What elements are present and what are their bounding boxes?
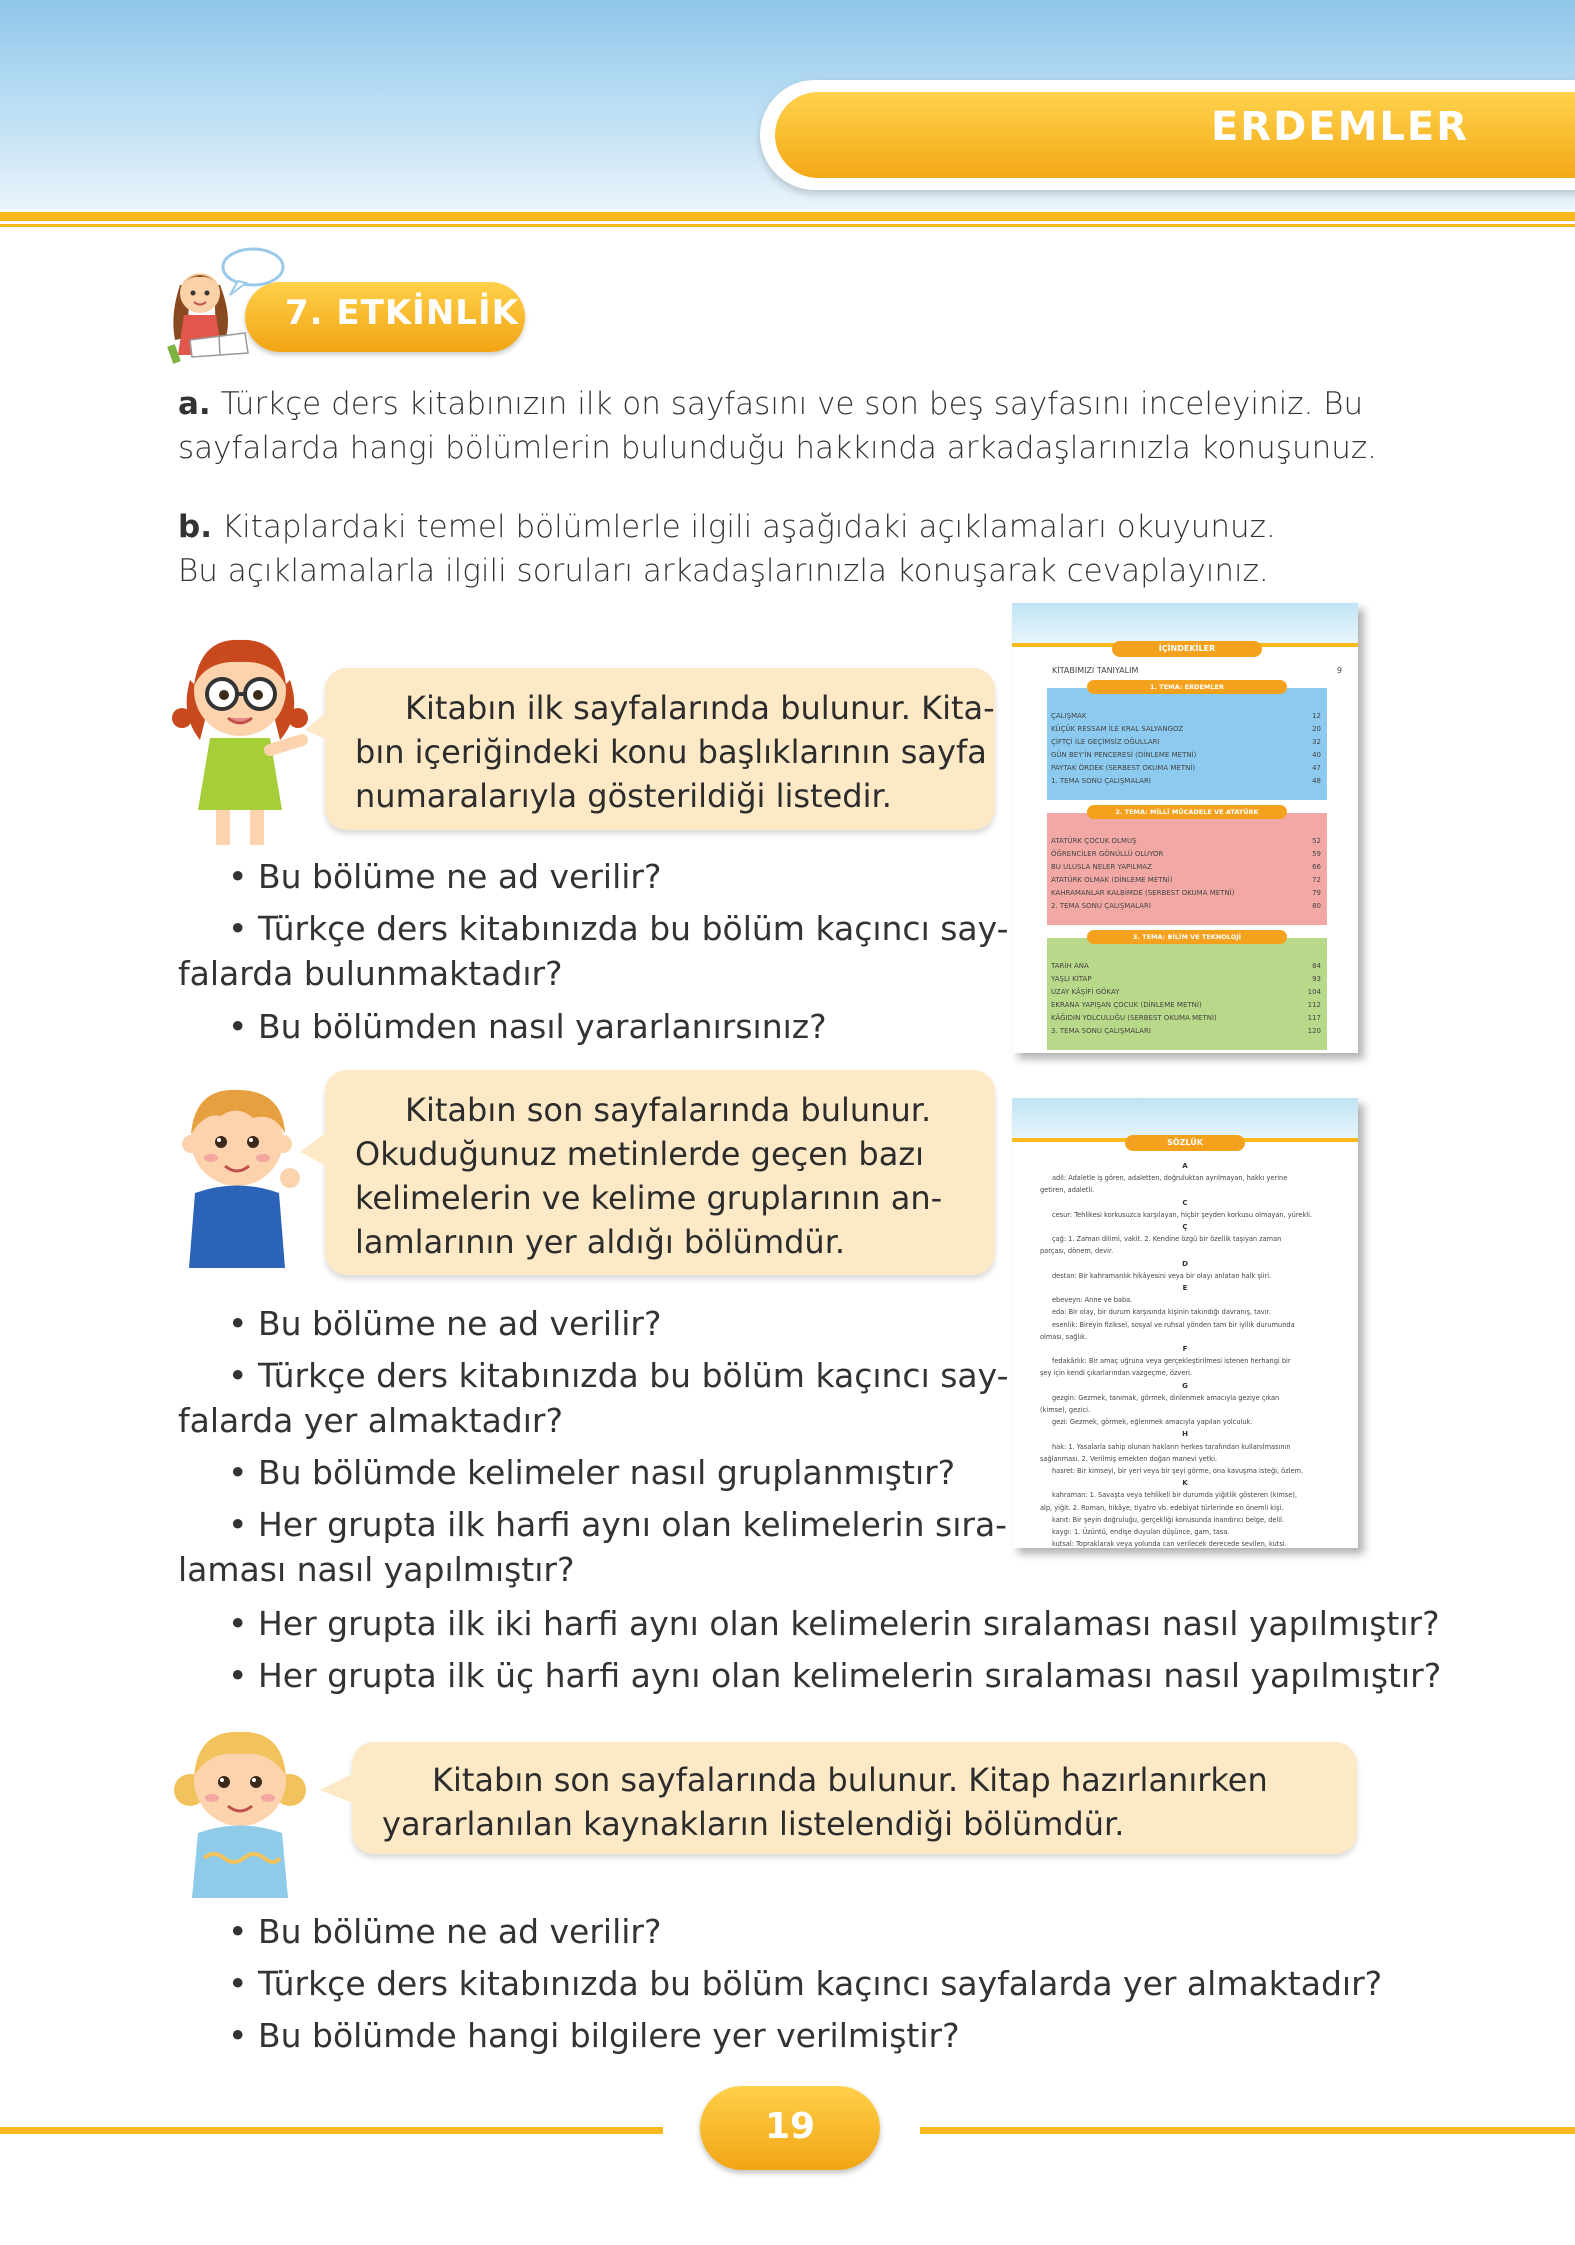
boy-avatar — [175, 1078, 305, 1268]
dict-entry: hasret: Bir kimseyi, bir yeri veya bir şeyi görme, ona kavuşma isteği, özlem. — [1052, 1467, 1304, 1475]
toc-entry-page: 120 — [1307, 1027, 1321, 1035]
bubble-3-line1: Kitabın son sayfalarında bulunur. Kitap hazırlanırken — [432, 1761, 1268, 1799]
toc-theme-title: 3. TEMA: BİLİM VE TEKNOLOJİ — [1087, 930, 1287, 944]
toc-theme-block — [1047, 933, 1327, 1050]
toc-entry — [1051, 1025, 1321, 1037]
dict-entry: kutsal: Topraklarak veya yolunda can verilecek derecede sevilen, kutsi. — [1052, 1540, 1287, 1548]
bubble-2-line1: Kitabın son sayfalarında bulunur. — [405, 1091, 932, 1129]
dictionary-thumbnail — [1012, 1098, 1358, 1548]
toc-entry-title: 1. TEMA SONU ÇALIŞMALARI — [1051, 777, 1151, 785]
toc-entry — [1051, 1012, 1321, 1024]
toc-entry-page: 72 — [1312, 876, 1321, 884]
toc-thumbnail — [1012, 603, 1358, 1053]
toc-entry-page: 40 — [1312, 751, 1321, 759]
page-number: 19 — [764, 2106, 816, 2147]
blonde-girl-avatar — [170, 1718, 310, 1898]
toc-entry — [1051, 900, 1321, 912]
toc-entry-title: ATATÜRK OLMAK (DİNLEME METNİ) — [1051, 876, 1173, 884]
dict-entry: eda: Bir olay, bir durum karşısında kişinin takındığı davranış, tavır. — [1052, 1308, 1271, 1317]
toc-theme-block — [1047, 683, 1327, 800]
section2-question-3: • Bu bölümde kelimeler nasıl gruplanmıştır? — [228, 1453, 956, 1492]
dict-entry-cont: (kimse), gezici. — [1040, 1406, 1090, 1414]
toc-entry-page: 48 — [1312, 777, 1321, 785]
instruction-a-line2: sayfalarda hangi bölümlerin bulunduğu hakkında arkadaşlarınızla konuşunuz. — [178, 430, 1378, 466]
toc-entry-title: KÂĞIDIN YOLCULUĞU (SERBEST OKUMA METNİ) — [1051, 1014, 1217, 1022]
dict-entry: kaygı: 1. Üzüntü, endişe duyulan düşünce, gam, tasa. — [1052, 1528, 1230, 1536]
section2-question-6: • Her grupta ilk üç harfi aynı olan kelimelerin sıralaması nasıl yapılmıştır? — [228, 1656, 1442, 1695]
toc-entry — [1051, 775, 1321, 787]
section2-question-5: • Her grupta ilk iki harfi aynı olan kelimelerin sıralaması nasıl yapılmıştır? — [228, 1604, 1440, 1643]
section1-question-2: • Türkçe ders kitabınızda bu bölüm kaçıncı say- — [228, 909, 1009, 948]
toc-entry-page: 66 — [1312, 863, 1321, 871]
toc-thumb-header — [1012, 603, 1358, 645]
dict-entry: kanıt: Bir şeyin doğruluğu, gerçekliği konusunda inandırıcı belge, delil. — [1052, 1515, 1285, 1524]
section1-question-2-cont: falarda bulunmaktadır? — [178, 954, 563, 993]
bubble-1-line3: numaralarıyla gösterildiği listedir. — [355, 777, 892, 815]
dict-letter-heading: K — [1182, 1479, 1188, 1488]
dict-entry: cesur: Tehlikesi korkusuzca karşılayan, hiçbir şeyden korkusu olmayan, yürekli. — [1052, 1210, 1313, 1219]
toc-entry — [1051, 723, 1321, 735]
dict-entry: destan: Bir kahramanlık hikâyesini veya bir olayı anlatan halk şiiri. — [1052, 1271, 1272, 1280]
section2-question-4: • Her grupta ilk harfi aynı olan kelimelerin sıra- — [228, 1505, 1008, 1544]
toc-entry-title: KÜÇÜK RESSAM İLE KRAL SALYANGOZ — [1051, 725, 1184, 733]
toc-entry-page: 104 — [1307, 988, 1321, 996]
dict-entry: kahraman: 1. Savaşta veya tehlikeli bir durumda yiğitlik gösteren (kimse), — [1052, 1491, 1297, 1500]
bubble-1-line2: bın içeriğindeki konu başlıklarının sayfa — [355, 733, 987, 771]
toc-entry-title: GÜN BEY'İN PENCERESİ (DİNLEME METNİ) — [1051, 751, 1197, 759]
dict-entry-cont: parçası, dönem, devir. — [1040, 1247, 1114, 1256]
dict-entry-cont: olması, sağlık. — [1040, 1332, 1088, 1341]
toc-entry-page: 93 — [1312, 975, 1321, 983]
dict-letter-heading: D — [1182, 1259, 1188, 1268]
toc-entry-page: 12 — [1312, 712, 1321, 720]
instruction-b-line2: Bu açıklamalarla ilgili soruları arkadaşlarınızla konuşarak cevaplayınız. — [178, 553, 1269, 589]
instruction-a-marker: a. — [178, 386, 211, 422]
toc-entry-page: 117 — [1307, 1014, 1321, 1022]
toc-entry — [1051, 999, 1321, 1011]
toc-entry — [1051, 887, 1321, 899]
section2-question-2-cont: falarda yer almaktadır? — [178, 1401, 563, 1440]
footer-divider-left — [0, 2127, 663, 2134]
toc-entry — [1051, 874, 1321, 886]
dict-letter-heading: Ç — [1182, 1223, 1188, 1231]
dict-entry: adil: Adaletle iş gören, adaletten, doğruluktan ayrılmayan, hakkı yerine — [1052, 1174, 1288, 1183]
toc-entry — [1051, 861, 1321, 873]
dict-entry: ebeveyn: Anne ve baba. — [1052, 1296, 1133, 1305]
toc-entry-title: YAŞLI KİTAP — [1051, 975, 1092, 983]
toc-theme-block — [1047, 808, 1327, 925]
toc-entry-page: 59 — [1312, 850, 1321, 858]
toc-entry — [1051, 848, 1321, 860]
instruction-b-marker: b. — [178, 509, 212, 545]
toc-entry-title: UZAY KÂŞİFİ GÖKAY — [1051, 988, 1120, 996]
toc-entry — [1051, 835, 1321, 847]
toc-entry — [1051, 749, 1321, 761]
speech-bubble-1-tail — [305, 705, 335, 745]
toc-entry — [1051, 973, 1321, 985]
toc-entry — [1051, 960, 1321, 972]
section3-question-3: • Bu bölümde hangi bilgilere yer verilmiştir? — [228, 2016, 960, 2055]
instruction-a-text: Türkçe ders kitabınızın ilk on sayfasını ve son beş sayfasını inceleyiniz. Bu — [220, 386, 1364, 422]
activity-label: 7. ETKİNLİK — [285, 293, 519, 333]
section2-question-4-cont: laması nasıl yapılmıştır? — [178, 1550, 575, 1589]
footer-divider-right — [920, 2127, 1575, 2134]
speech-bubble-2-tail — [300, 1130, 330, 1170]
toc-entry-title: ATATÜRK ÇOCUK OLMUŞ — [1051, 837, 1137, 845]
dict-letter-heading: H — [1182, 1430, 1188, 1439]
toc-entry — [1051, 986, 1321, 998]
dict-entry: fedakârlık: Bir amaç uğruna veya gerçekleştirilmesi istenen herhangi bir — [1052, 1357, 1291, 1366]
dict-letter-heading: A — [1182, 1162, 1188, 1170]
theme-title: ERDEMLER — [1210, 104, 1470, 150]
dict-letter-heading: F — [1182, 1345, 1188, 1353]
toc-entry-title: PAYTAK ÖRDEK (SERBEST OKUMA METNİ) — [1051, 764, 1196, 772]
instruction-b-line1 — [178, 505, 1276, 549]
toc-theme-title: 2. TEMA: MİLLÎ MÜCADELE VE ATATÜRK — [1087, 805, 1287, 819]
toc-entry-title: 2. TEMA SONU ÇALIŞMALARI — [1051, 902, 1151, 910]
girl-glasses-avatar — [170, 620, 310, 850]
dict-entry: hak: 1. Yasalarla sahip olunan hakların herkes tarafından kullanılmasının — [1052, 1442, 1291, 1451]
section1-question-3: • Bu bölümden nasıl yararlanırsınız? — [228, 1007, 827, 1046]
dict-thumb-header — [1012, 1098, 1358, 1140]
section1-question-1: • Bu bölüme ne ad verilir? — [228, 857, 662, 896]
toc-entry-page: 20 — [1312, 725, 1321, 733]
toc-entry-title: KAHRAMANLAR KALBİMDE (SERBEST OKUMA METNİ) — [1051, 889, 1235, 897]
toc-entry-title: EKRANA YAPIŞAN ÇOCUK (DİNLEME METNİ) — [1051, 1001, 1202, 1009]
toc-thumb-title: İÇİNDEKİLER — [1112, 641, 1262, 657]
toc-entry-page: 52 — [1312, 837, 1321, 845]
toc-entry-title: ÇALIŞMAK — [1051, 712, 1087, 720]
section3-question-1: • Bu bölüme ne ad verilir? — [228, 1912, 662, 1951]
dict-entry-cont: şey için kendi çıkarlarından vazgeçme, özveri. — [1040, 1369, 1193, 1378]
toc-entry-page: 112 — [1307, 1001, 1321, 1009]
toc-entry-title: ÖĞRENCİLER GÖNÜLLÜ OLUYOR — [1051, 850, 1164, 858]
toc-entry-page: 47 — [1312, 764, 1321, 772]
toc-entry — [1051, 736, 1321, 748]
toc-thumb-intro-row — [1052, 665, 1352, 678]
section2-question-1: • Bu bölüme ne ad verilir? — [228, 1304, 662, 1343]
toc-entry-page: 79 — [1312, 889, 1321, 897]
toc-entry-page: 84 — [1312, 962, 1321, 970]
instruction-a-line1 — [178, 382, 1363, 426]
toc-entry-page: 32 — [1312, 738, 1321, 746]
bubble-1-line1: Kitabın ilk sayfalarında bulunur. Kita- — [405, 689, 995, 727]
toc-theme-title: 1. TEMA: ERDEMLER — [1087, 680, 1287, 694]
dict-entry-cont: getiren, adaletli. — [1040, 1186, 1095, 1195]
toc-entry — [1051, 762, 1321, 774]
header-divider-thin — [0, 224, 1575, 227]
reading-girl-icon — [150, 245, 290, 365]
dict-entry: gezgin: Gezmek, tanımak, görmek, dinlenmek amacıyla geziye çıkan — [1052, 1393, 1280, 1402]
toc-entry-title: 3. TEMA SONU ÇALIŞMALARI — [1051, 1027, 1151, 1035]
dict-entry: çağ: 1. Zaman dilimi, vakit. 2. Kendine özgü bir özellik taşıyan zaman — [1052, 1235, 1282, 1244]
dict-entry: gezi: Gezmek, görmek, eğlenmek amacıyla yapılan yolculuk. — [1052, 1418, 1253, 1427]
toc-thumb-intro-page: 9 — [1336, 666, 1342, 675]
dict-entry-cont: sağlanması. 2. Verilmiş emekten doğan manevi yetki. — [1040, 1454, 1218, 1463]
bubble-2-line4: lamlarının yer aldığı bölümdür. — [355, 1223, 846, 1261]
toc-entry-page: 80 — [1312, 902, 1321, 910]
toc-thumb-intro: KİTABIMIZI TANIYALIM — [1052, 666, 1139, 675]
bubble-3-line2: yararlanılan kaynakların listelendiği bölümdür. — [382, 1805, 1125, 1843]
section3-question-2: • Türkçe ders kitabınızda bu bölüm kaçıncı sayfalarda yer almaktadır? — [228, 1964, 1383, 2003]
section2-question-2: • Türkçe ders kitabınızda bu bölüm kaçıncı say- — [228, 1356, 1009, 1395]
dict-letter-heading: E — [1182, 1284, 1188, 1292]
bubble-2-line2: Okuduğunuz metinlerde geçen bazı — [355, 1135, 924, 1173]
toc-entry-title: BU ULUSLA NELER YAPILMAZ — [1051, 863, 1152, 871]
dict-thumb-title: SÖZLÜK — [1125, 1135, 1245, 1151]
speech-bubble-3-tail — [320, 1770, 360, 1810]
toc-entry — [1051, 710, 1321, 722]
dict-letter-heading: G — [1182, 1381, 1188, 1390]
toc-entry-title: ÇİFTÇİ İLE GEÇİMSİZ OĞULLARI — [1051, 738, 1160, 746]
bubble-2-line3: kelimelerin ve kelime gruplarının an- — [355, 1179, 943, 1217]
dict-entry-cont: alp, yiğit. 2. Roman, hikâye, tiyatro vb. edebiyat türlerinde en önemli kişi. — [1040, 1503, 1284, 1512]
dict-letter-heading: C — [1182, 1198, 1188, 1207]
header-divider — [0, 212, 1575, 221]
toc-entry-title: TARİH ANA — [1051, 962, 1089, 970]
instruction-b-text: Kitaplardaki temel bölümlerle ilgili aşağıdaki açıklamaları okuyunuz. — [221, 509, 1276, 545]
dict-entry: esenlik: Bireyin fiziksel, sosyal ve ruhsal yönden tam bir iyilik durumunda — [1052, 1320, 1295, 1329]
